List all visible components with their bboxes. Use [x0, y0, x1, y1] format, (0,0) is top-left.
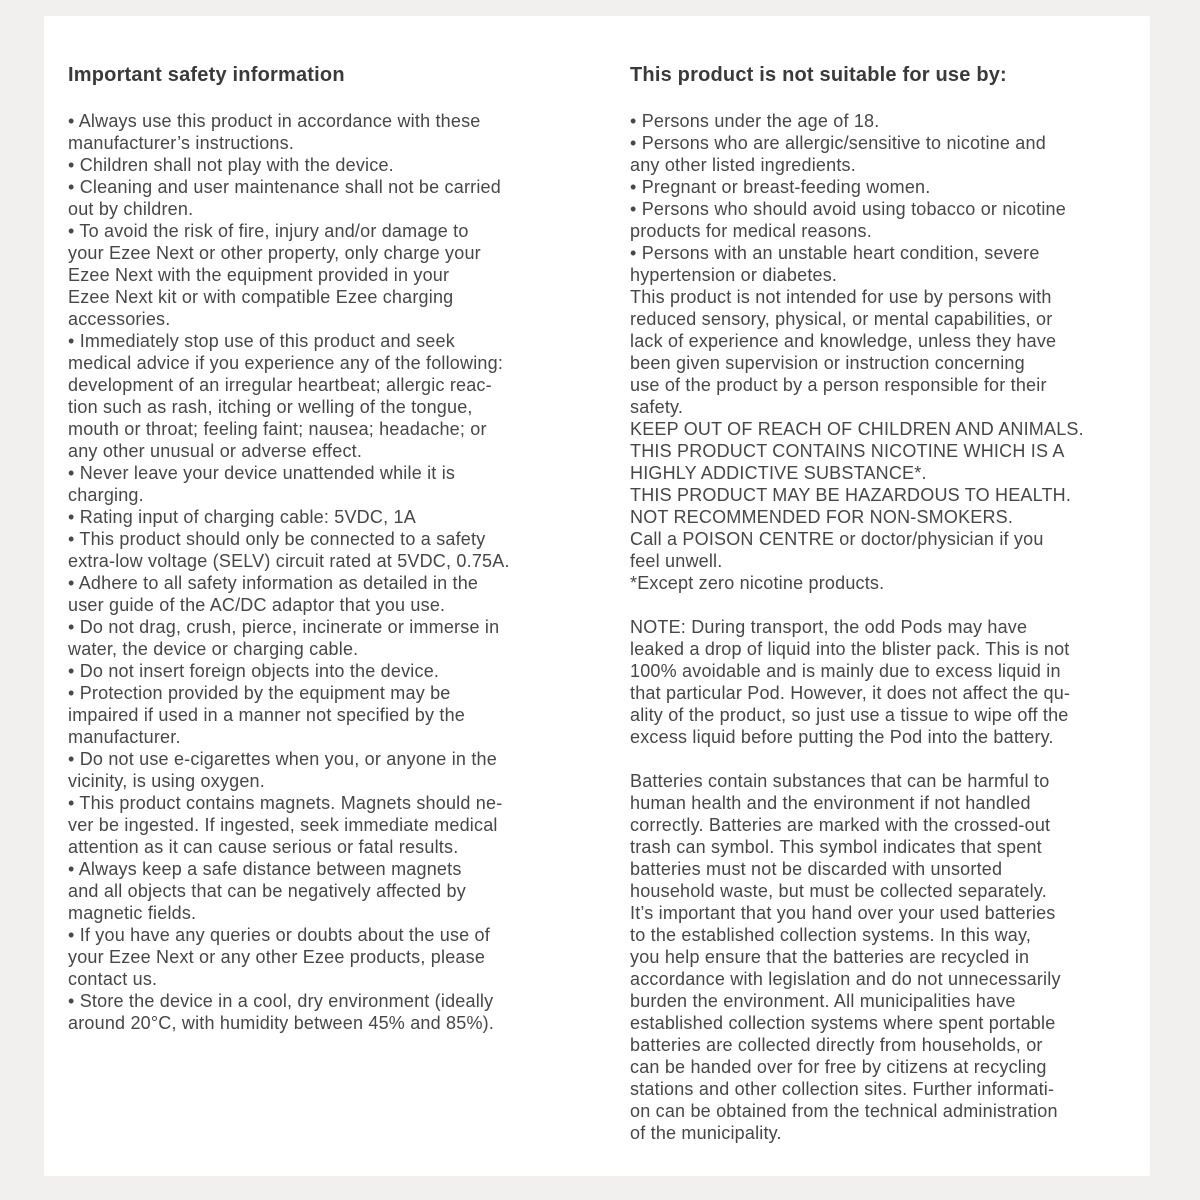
text-line: use of the product by a person responsible for their	[630, 375, 1047, 395]
text-line: NOTE: During transport, the odd Pods may have	[630, 617, 1028, 637]
text-line: user guide of the AC/DC adaptor that you use.	[68, 595, 446, 615]
text-line: reduced sensory, physical, or mental capabilities, or	[630, 309, 1053, 329]
text-line: your Ezee Next or any other Ezee products, please	[68, 947, 486, 967]
text-line: established collection systems where spent portable	[630, 1013, 1056, 1033]
text-line: you help ensure that the batteries are recycled in	[630, 947, 1030, 967]
text-line: *Except zero nicotine products.	[630, 573, 885, 593]
text-line: water, the device or charging cable.	[68, 639, 359, 659]
text-line: extra-low voltage (SELV) circuit rated at 5VDC, 0.75A.	[68, 551, 510, 571]
text-line: THIS PRODUCT CONTAINS NICOTINE WHICH IS A	[630, 441, 1065, 461]
text-line: accessories.	[68, 309, 171, 329]
text-line: on can be obtained from the technical administration	[630, 1101, 1058, 1121]
text-line: THIS PRODUCT MAY BE HAZARDOUS TO HEALTH.	[630, 485, 1072, 505]
text-line: ality of the product, so just use a tissue to wipe off the	[630, 705, 1069, 725]
text-line: • Protection provided by the equipment may be	[68, 683, 451, 703]
text-line: can be handed over for free by citizens at recycling	[630, 1057, 1047, 1077]
text-line: burden the environment. All municipalities have	[630, 991, 1016, 1011]
text-line: • This product contains magnets. Magnets should ne-	[68, 793, 503, 813]
text-line: • Persons with an unstable heart condition, severe	[630, 243, 1040, 263]
text-line: • Store the device in a cool, dry environment (ideally	[68, 991, 494, 1011]
text-line: • Always use this product in accordance with these	[68, 111, 481, 131]
text-line: household waste, but must be collected separately.	[630, 881, 1047, 901]
safety-info-card	[44, 16, 1150, 1176]
text-line: leaked a drop of liquid into the blister pack. This is not	[630, 639, 1070, 659]
text-line: • Immediately stop use of this product and seek	[68, 331, 455, 351]
text-line: • Children shall not play with the device.	[68, 155, 394, 175]
text-line: human health and the environment if not handled	[630, 793, 1031, 813]
text-line: KEEP OUT OF REACH OF CHILDREN AND ANIMALS.	[630, 419, 1084, 439]
text-line: • Persons who are allergic/sensitive to nicotine and	[630, 133, 1046, 153]
text-line: HIGHLY ADDICTIVE SUBSTANCE*.	[630, 463, 927, 483]
left-column-text	[68, 110, 618, 1034]
text-line: Batteries contain substances that can be harmful to	[630, 771, 1050, 791]
text-line: lack of experience and knowledge, unless they have	[630, 331, 1057, 351]
text-line: magnetic fields.	[68, 903, 197, 923]
text-line: to the established collection systems. In this way,	[630, 925, 1032, 945]
text-line: accordance with legislation and do not unnecessarily	[630, 969, 1061, 989]
text-line: products for medical reasons.	[630, 221, 872, 241]
text-line: • Adhere to all safety information as detailed in the	[68, 573, 479, 593]
text-line: This product is not intended for use by persons with	[630, 287, 1052, 307]
text-line: • Persons who should avoid using tobacco or nicotine	[630, 199, 1066, 219]
text-line: that particular Pod. However, it does not affect the qu-	[630, 683, 1071, 703]
text-line: • To avoid the risk of fire, injury and/or damage to	[68, 221, 469, 241]
text-line: any other listed ingredients.	[630, 155, 856, 175]
text-line: manufacturer’s instructions.	[68, 133, 295, 153]
text-line: • Never leave your device unattended while it is	[68, 463, 456, 483]
right-column-heading: This product is not suitable for use by:	[630, 64, 1007, 86]
text-line	[630, 748, 1142, 770]
text-line: It’s important that you hand over your used batteries	[630, 903, 1056, 923]
text-line: correctly. Batteries are marked with the crossed-out	[630, 815, 1051, 835]
text-line: excess liquid before putting the Pod into the battery.	[630, 727, 1054, 747]
text-line: feel unwell.	[630, 551, 723, 571]
text-line: hypertension or diabetes.	[630, 265, 838, 285]
left-column	[68, 64, 618, 1034]
text-line: manufacturer.	[68, 727, 181, 747]
left-column-heading: Important safety information	[68, 64, 345, 86]
text-line: • If you have any queries or doubts about the use of	[68, 925, 490, 945]
text-line: around 20°C, with humidity between 45% and 85%).	[68, 1013, 495, 1033]
text-line: development of an irregular heartbeat; allergic reac-	[68, 375, 492, 395]
right-column	[630, 64, 1142, 1144]
text-line: • Rating input of charging cable: 5VDC, 1A	[68, 507, 416, 527]
text-line: • Pregnant or breast-feeding women.	[630, 177, 931, 197]
text-line: stations and other collection sites. Further informati-	[630, 1079, 1055, 1099]
text-line: been given supervision or instruction concerning	[630, 353, 1025, 373]
text-line: batteries are collected directly from households, or	[630, 1035, 1043, 1055]
text-line: tion such as rash, itching or welling of the tongue,	[68, 397, 473, 417]
text-line: ver be ingested. If ingested, seek immediate medical	[68, 815, 498, 835]
text-line: of the municipality.	[630, 1123, 782, 1143]
text-line	[630, 594, 1142, 616]
text-line: medical advice if you experience any of the following:	[68, 353, 504, 373]
text-line: contact us.	[68, 969, 158, 989]
text-line: • This product should only be connected to a safety	[68, 529, 486, 549]
text-line: batteries must not be discarded with unsorted	[630, 859, 1003, 879]
text-line: Ezee Next kit or with compatible Ezee charging	[68, 287, 454, 307]
text-line: NOT RECOMMENDED FOR NON-SMOKERS.	[630, 507, 1014, 527]
text-line: attention as it can cause serious or fatal results.	[68, 837, 459, 857]
text-line: • Do not use e-cigarettes when you, or anyone in the	[68, 749, 497, 769]
text-line: trash can symbol. This symbol indicates that spent	[630, 837, 1042, 857]
text-line: • Always keep a safe distance between magnets	[68, 859, 462, 879]
text-line: your Ezee Next or other property, only charge your	[68, 243, 481, 263]
text-line: charging.	[68, 485, 144, 505]
text-line: • Do not drag, crush, pierce, incinerate or immerse in	[68, 617, 500, 637]
text-line: out by children.	[68, 199, 194, 219]
text-line: any other unusual or adverse effect.	[68, 441, 363, 461]
text-line: • Persons under the age of 18.	[630, 111, 880, 131]
text-line: mouth or throat; feeling faint; nausea; headache; or	[68, 419, 487, 439]
text-line: Call a POISON CENTRE or doctor/physician if you	[630, 529, 1044, 549]
text-line: vicinity, is using oxygen.	[68, 771, 265, 791]
right-column-text	[630, 110, 1142, 1144]
text-line: • Cleaning and user maintenance shall not be carried	[68, 177, 501, 197]
text-line: impaired if used in a manner not specified by the	[68, 705, 466, 725]
text-line: Ezee Next with the equipment provided in your	[68, 265, 450, 285]
text-line: safety.	[630, 397, 684, 417]
text-line: and all objects that can be negatively affected by	[68, 881, 466, 901]
text-line: • Do not insert foreign objects into the device.	[68, 661, 440, 681]
text-line: 100% avoidable and is mainly due to excess liquid in	[630, 661, 1061, 681]
